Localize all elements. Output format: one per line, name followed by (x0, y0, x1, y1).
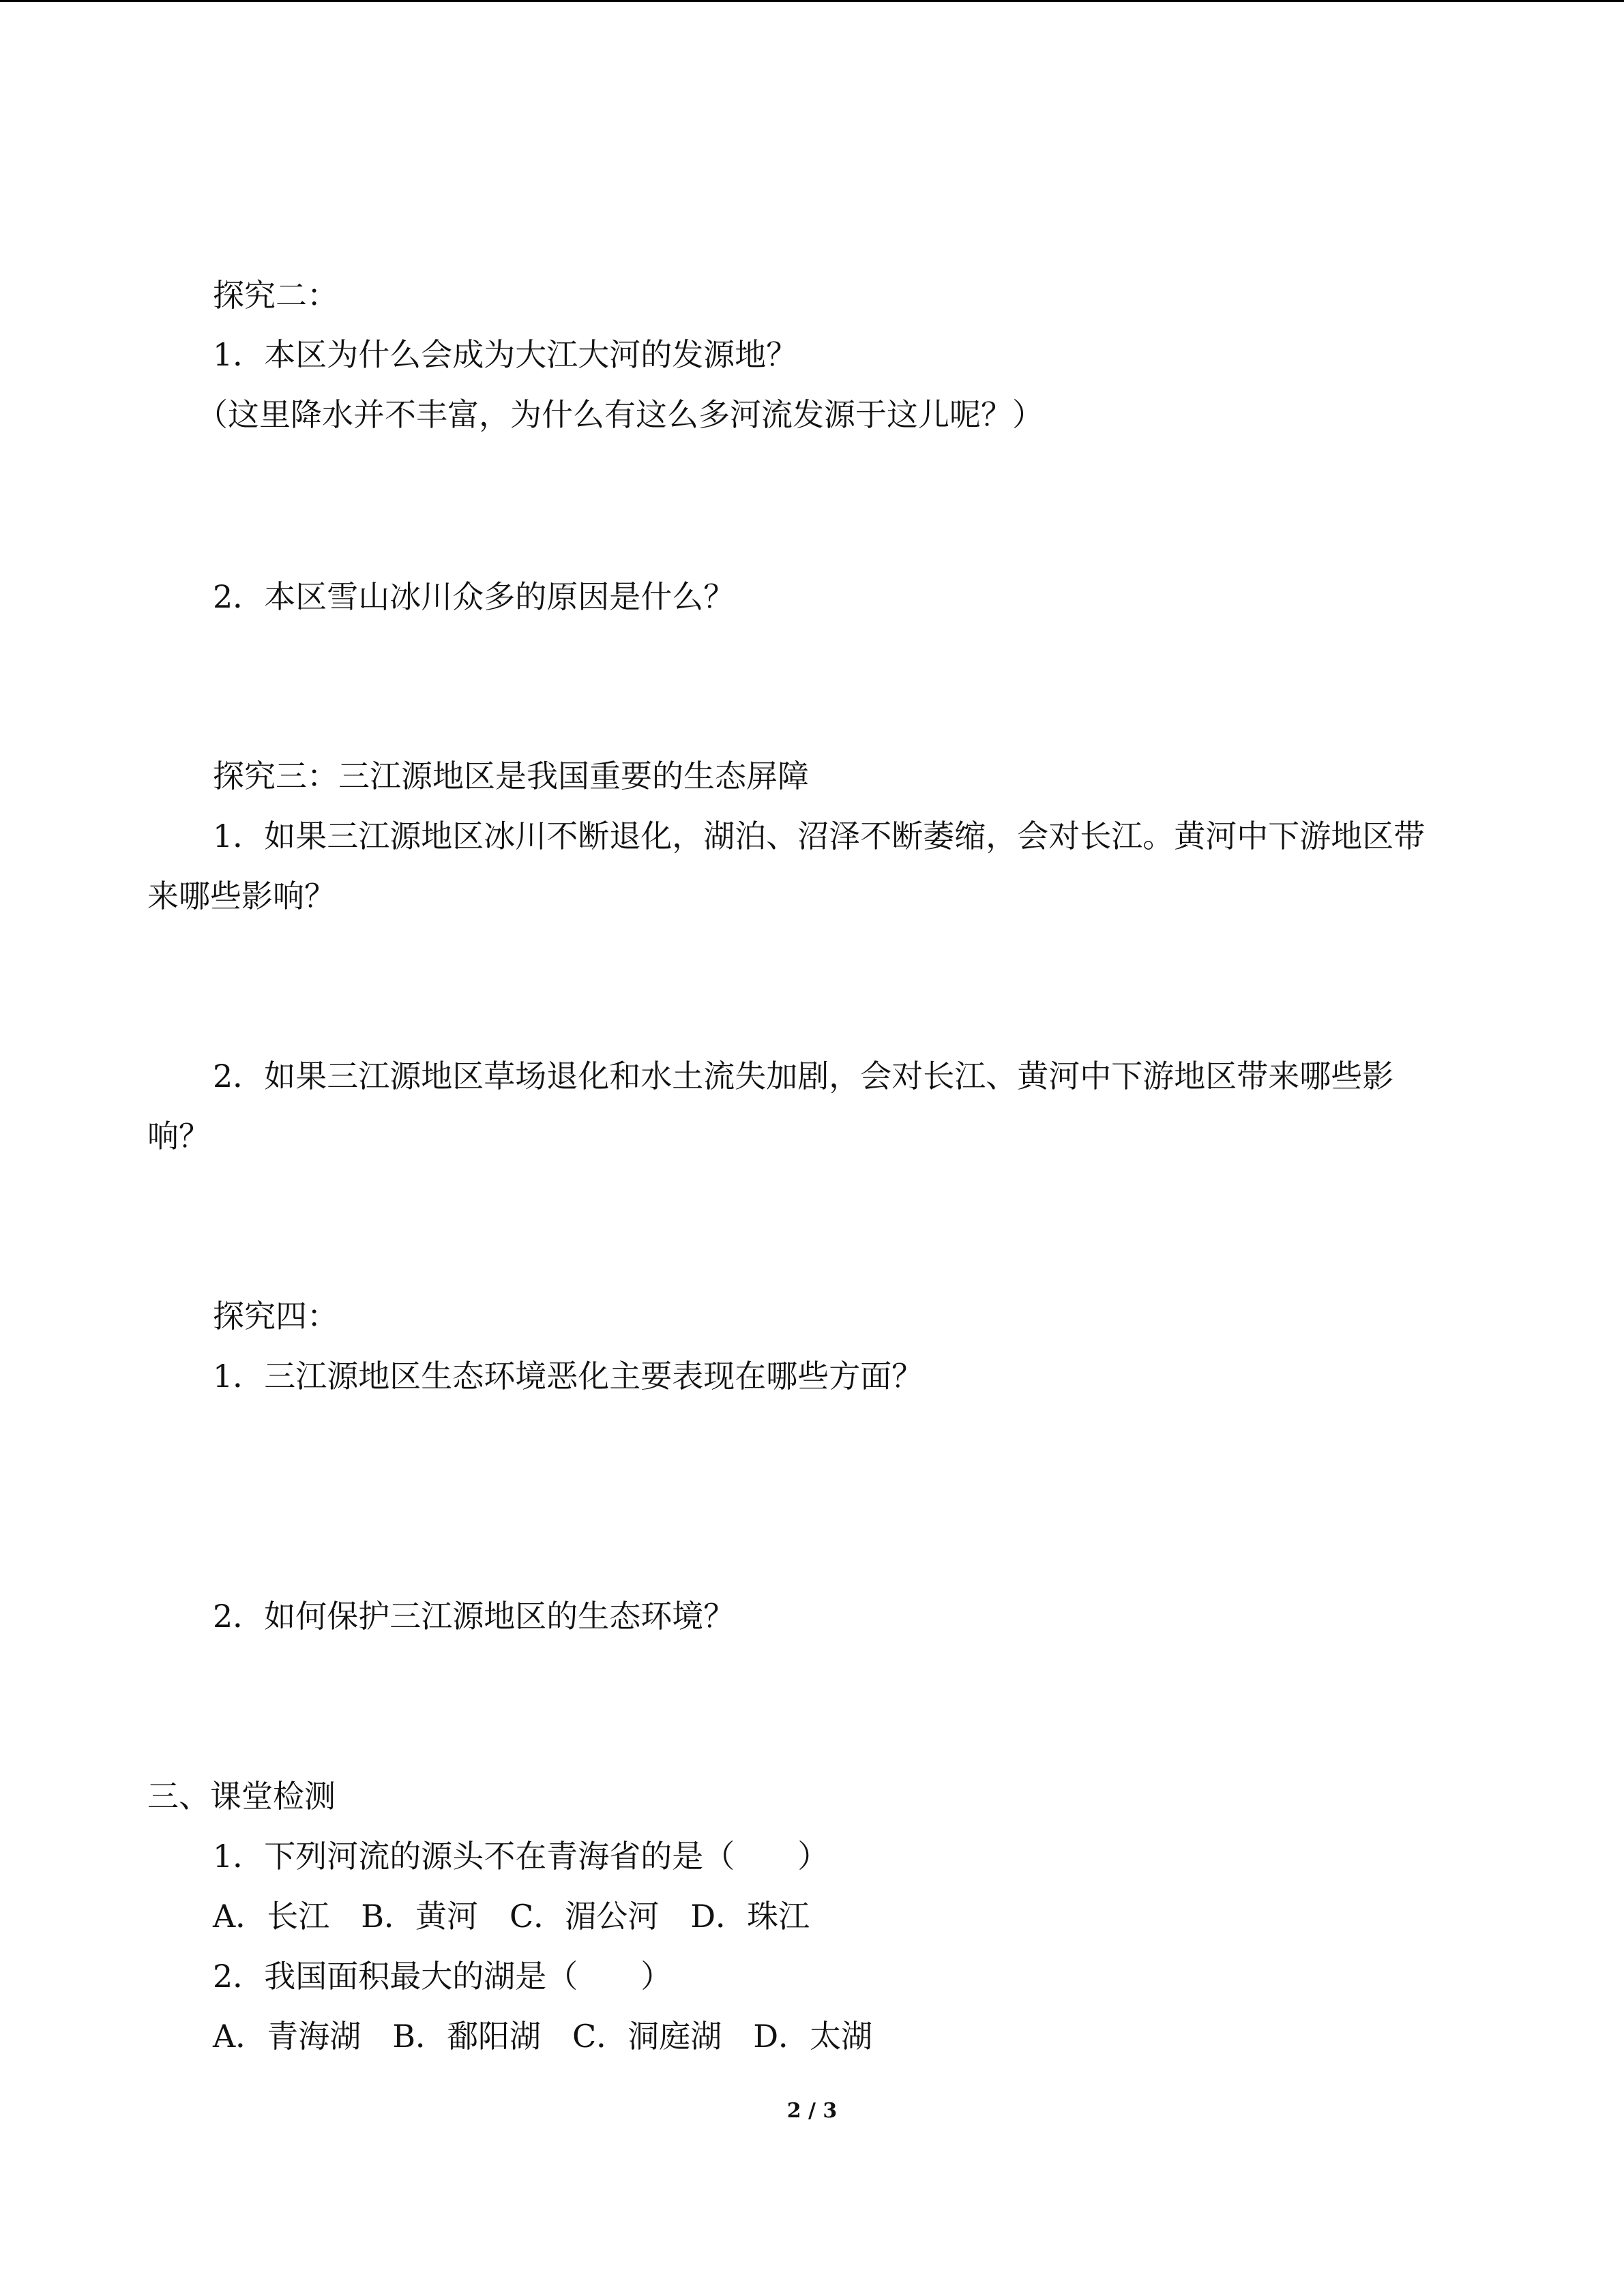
explore3-title: 探究三：三江源地区是我国重要的生态屏障 (213, 758, 809, 794)
test-question-1: 1．下列河流的源头不在青海省的是（ ） (213, 1838, 829, 1875)
explore4-question-1: 1．三江源地区生态环境恶化主要表现在哪些方面？ (213, 1358, 924, 1395)
explore4-question-2: 2．如何保护三江源地区的生态环境？ (213, 1598, 735, 1635)
explore4-title: 探究四： (213, 1298, 338, 1335)
explore3-question-1-line-1: 1．如果三江源地区冰川不断退化，湖泊、沼泽不断萎缩，会对长江。黄河中下游地区带 (213, 818, 1426, 854)
test-question-1-options: A．长江 B．黄河 C．湄公河 D．珠江 (213, 1898, 810, 1935)
explore2-question-1: 1．本区为什么会成为大江大河的发源地？ (213, 336, 798, 373)
explore3-question-2-line-1: 2．如果三江源地区草场退化和水土流失加剧，会对长江、黄河中下游地区带来哪些影 (213, 1058, 1394, 1094)
test-question-2: 2．我国面积最大的湖是（ ） (213, 1958, 673, 1995)
explore2-question-1-hint: （这里降水并不丰富，为什么有这么多河流发源于这儿呢？） (196, 396, 1044, 433)
page-number: 2 / 3 (786, 2099, 838, 2123)
test-section-title: 三、课堂检测 (147, 1778, 336, 1815)
top-border-rule (0, 0, 1624, 2)
test-question-2-options: A．青海湖 B．鄱阳湖 C．洞庭湖 D．太湖 (213, 2018, 873, 2055)
explore3-question-2-line-2: 响？ (147, 1118, 210, 1154)
explore2-title: 探究二： (213, 277, 338, 314)
explore3-question-1-line-2: 来哪些影响？ (147, 878, 336, 914)
explore2-question-2: 2．本区雪山冰川众多的原因是什么？ (213, 578, 735, 615)
